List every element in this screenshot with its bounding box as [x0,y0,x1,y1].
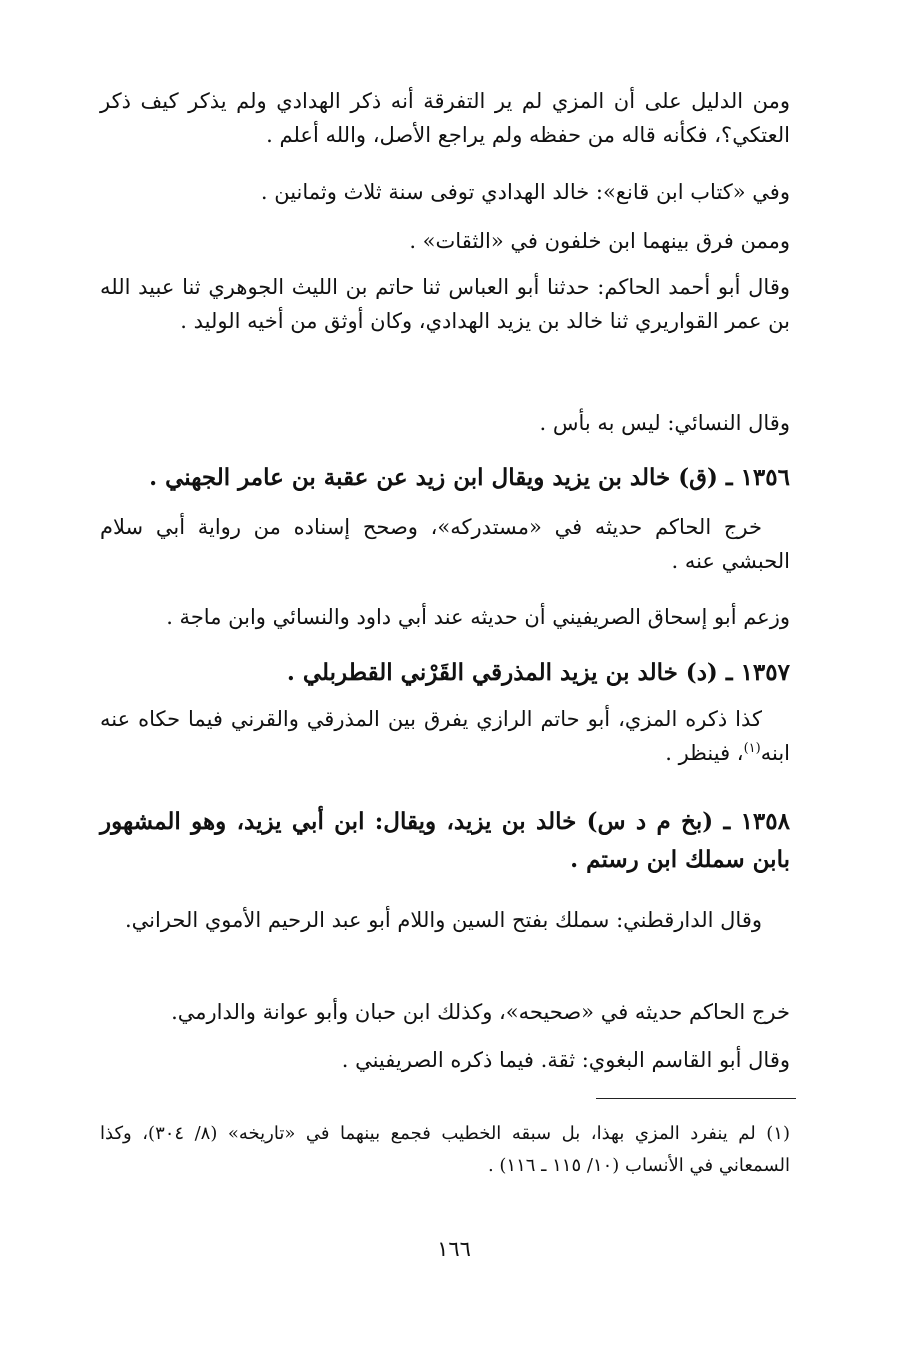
paragraph-hakim-sahih: خرج الحاكم حديثه في «صحيحه»، وكذلك ابن حبان وأبو عوانة والدارمي. [171,1000,790,1024]
paragraph-hakim-mustadrak: خرج الحاكم حديثه في «مستدركه»، وصحح إسناده من رواية أبي سلام الحبشي عنه . [100,515,790,573]
paragraph-sarifini: وزعم أبو إسحاق الصريفيني أن حديثه عند أبي داود والنسائي وابن ماجة . [166,605,790,629]
paragraph-mizzi-text: كذا ذكره المزي، أبو حاتم الرازي يفرق بين المذرقي والقرني فيما حكاه عنه ابنه [100,707,790,765]
footnote-1: (١) لم ينفرد المزي بهذا، بل سبقه الخطيب فجمع بينهما في «تاريخه» (٨/ ٣٠٤)، وكذا السمعاني في الأنساب (١٠/ ١١٥ ـ ١١٦) . [100,1123,790,1176]
entry-heading-1358: ١٣٥٨ ـ (بخ م د س) خالد بن يزيد، ويقال: ابن أبي يزيد، وهو المشهور بابن سملك ابن رستم . [100,808,790,873]
paragraph-ibn-qani: وفي «كتاب ابن قانع»: خالد الهدادي توفى سنة ثلاث وثمانين . [260,180,790,204]
paragraph-daraqutni: وقال الدارقطني: سملك بفتح السين واللام أبو عبد الرحيم الأموي الحراني. [124,908,762,932]
entry-heading-1357: ١٣٥٧ ـ (د) خالد بن يزيد المذرقي القَرْني القطربلي . [286,659,790,686]
paragraph-evidence: ومن الدليل على أن المزي لم ير التفرقة أنه ذكر الهدادي ولم يذكر كيف ذكر العتكي؟، فكأنه قاله من حفظه ولم يراجع الأصل، والله أعلم . [100,89,790,147]
paragraph-mizzi [100,702,790,770]
footnote-separator [596,1098,796,1099]
footnote-marker[interactable]: (١) [743,741,761,756]
entry-heading-1356: ١٣٥٦ ـ (ق) خالد بن يزيد ويقال ابن زيد عن عقبة بن عامر الجهني . [149,464,790,491]
page-number: ١٦٦ [437,1237,471,1261]
paragraph-abu-ahmad: وقال أبو أحمد الحاكم: حدثنا أبو العباس ثنا حاتم بن الليث الجوهري ثنا عبيد الله بن عمر القواريري ثنا خالد بن يزيد الهدادي، وكان أوثق من أخيه الوليد . [100,275,790,333]
paragraph-baghawi: وقال أبو القاسم البغوي: ثقة. فيما ذكره الصريفيني . [341,1048,790,1072]
paragraph-ibn-khalfun: وممن فرق بينهما ابن خلفون في «الثقات» . [409,229,790,253]
paragraph-nasai: وقال النسائي: ليس به بأس . [539,411,790,435]
paragraph-mizzi-tail: ، فينظر . [665,741,744,765]
